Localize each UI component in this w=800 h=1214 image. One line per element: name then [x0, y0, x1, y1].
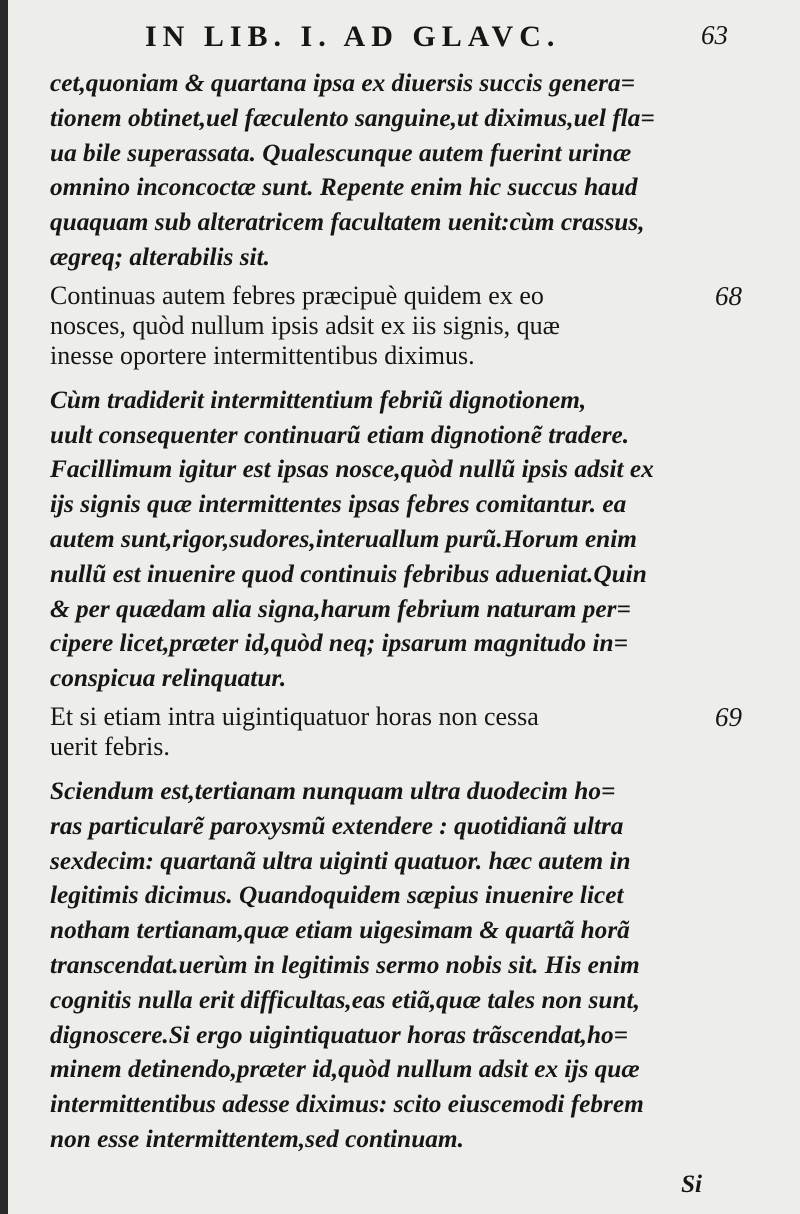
- text-line: ijs signis quæ intermittentes ipsas febres comitantur. ea: [50, 490, 627, 519]
- text-line: omnino inconcoctæ sunt. Repente enim hic succus haud: [50, 173, 638, 202]
- text-line: nosces, quòd nullum ipsis adsit ex iis signis, quæ: [50, 310, 560, 340]
- text-line: dignoscere.Si ergo uigintiquatuor horas trãscendat,ho=: [50, 1020, 629, 1049]
- text-line: sexdecim: quartanã ultra uiginti quatuor. hæc autem in: [50, 846, 631, 875]
- text-line: Et si etiam intra uigintiquatuor horas non cessa: [50, 701, 539, 731]
- text-line: ua bile superassata. Qualescunque autem fuerint urinæ: [50, 138, 632, 167]
- text-line: intermittentibus adesse diximus: scito eiuscemodi febrem: [50, 1090, 644, 1119]
- commentary-paragraph: [50, 774, 690, 1157]
- running-head: IN LIB. I. AD GLAVC.: [145, 20, 561, 53]
- text-line: uult consequenter continuarũ etiam dignotionẽ tradere.: [50, 420, 630, 449]
- text-line: Continuas autem febres præcipuè quidem ex eo: [50, 280, 544, 310]
- binding-gutter: [0, 0, 8, 1214]
- book-page: [50, 18, 742, 1199]
- aphorism-paragraph: [50, 280, 742, 371]
- commentary-paragraph: [50, 383, 690, 696]
- text-line: notham tertianam,quæ etiam uigesimam & quartã horã: [50, 916, 630, 945]
- text-line: autem sunt,rigor,sudores,interuallum purũ.Horum enim: [50, 524, 637, 553]
- text-line: & per quædam alia signa,harum febrium naturam per=: [50, 594, 631, 623]
- page-header: [50, 18, 728, 66]
- text-line: Cùm tradiderit intermittentium febriũ dignotionem,: [50, 385, 587, 414]
- text-line: uerit febris.: [50, 731, 170, 761]
- catchword: Si: [681, 1170, 702, 1198]
- text-line: ægreq; alterabilis sit.: [50, 242, 270, 271]
- page-number: 63: [701, 20, 728, 50]
- aphorism-paragraph: [50, 701, 742, 762]
- text-line: nullũ est inuenire quod continuis febribus adueniat.Quin: [50, 559, 647, 588]
- marginal-number: 68: [715, 280, 742, 311]
- text-line: cipere licet,præter id,quòd neq; ipsarum magnitudo in=: [50, 629, 628, 658]
- text-line: non esse intermittentem,sed continuam.: [50, 1124, 464, 1153]
- marginal-number: 69: [715, 701, 742, 732]
- text-line: cognitis nulla erit difficultas,eas etiã,quæ tales non sunt,: [50, 985, 640, 1014]
- text-line: Facillimum igitur est ipsas nosce,quòd nullũ ipsis adsit ex: [50, 455, 654, 484]
- text-line: Sciendum est,tertianam nunquam ultra duodecim ho=: [50, 776, 616, 805]
- text-line: transcendat.uerùm in legitimis sermo nobis sit. His enim: [50, 950, 640, 979]
- text-line: quaquam sub alteratricem facultatem uenit:cùm crassus,: [50, 208, 645, 237]
- text-line: minem detinendo,præter id,quòd nullum adsit ex ijs quæ: [50, 1055, 640, 1084]
- commentary-paragraph: [50, 66, 690, 275]
- text-line: cet,quoniam & quartana ipsa ex diuersis succis genera=: [50, 69, 636, 97]
- text-line: ras particularẽ paroxysmũ extendere : quotidianã ultra: [50, 811, 624, 840]
- text-line: conspicua relinquatur.: [50, 664, 287, 693]
- text-line: legitimis dicimus. Quandoquidem sæpius inuenire licet: [50, 881, 624, 910]
- text-line: tionem obtinet,uel fæculento sanguine,ut diximus,uel fla=: [50, 103, 655, 132]
- text-line: inesse oportere intermittentibus diximus.: [50, 340, 475, 370]
